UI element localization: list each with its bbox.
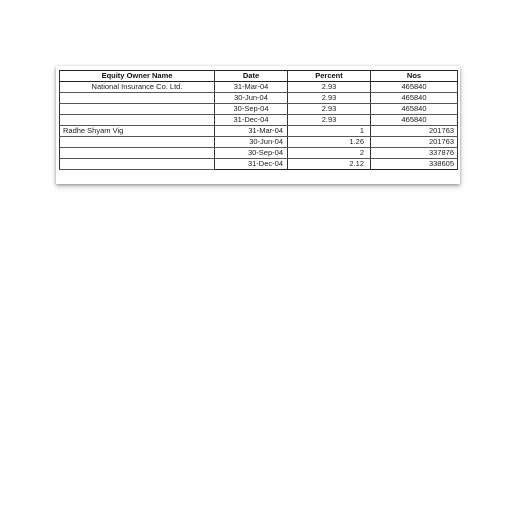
cell-percent: 2.12	[288, 159, 371, 170]
cell-nos: 465840	[371, 104, 458, 115]
cell-owner-name	[60, 115, 215, 126]
header-equity-owner-name: Equity Owner Name	[60, 71, 215, 82]
cell-nos: 201763	[371, 126, 458, 137]
cell-percent: 2	[288, 148, 371, 159]
cell-nos: 201763	[371, 137, 458, 148]
header-nos: Nos	[371, 71, 458, 82]
table-row	[60, 104, 458, 115]
table-header-row	[60, 71, 458, 82]
cell-date: 30-Jun-04	[215, 137, 288, 148]
cell-nos: 337876	[371, 148, 458, 159]
cell-percent: 2.93	[288, 115, 371, 126]
table-row	[60, 148, 458, 159]
cell-owner-name	[60, 148, 215, 159]
table-row	[60, 115, 458, 126]
cell-date: 30-Jun-04	[215, 93, 288, 104]
cell-owner-name: National Insurance Co. Ltd.	[60, 82, 215, 93]
table-row	[60, 93, 458, 104]
cell-nos: 465840	[371, 82, 458, 93]
cell-date: 31-Dec-04	[215, 159, 288, 170]
cell-date: 31-Mar-04	[215, 82, 288, 93]
cell-owner-name	[60, 93, 215, 104]
header-percent: Percent	[288, 71, 371, 82]
cell-owner-name	[60, 137, 215, 148]
cell-nos: 338605	[371, 159, 458, 170]
table-row	[60, 137, 458, 148]
cell-percent: 2.93	[288, 82, 371, 93]
cell-date: 31-Dec-04	[215, 115, 288, 126]
table-row	[60, 82, 458, 93]
cell-owner-name	[60, 104, 215, 115]
cell-nos: 465840	[371, 93, 458, 104]
cell-percent: 1	[288, 126, 371, 137]
cell-percent: 1.26	[288, 137, 371, 148]
cell-percent: 2.93	[288, 93, 371, 104]
cell-date: 31-Mar-04	[215, 126, 288, 137]
table-row	[60, 159, 458, 170]
cell-percent: 2.93	[288, 104, 371, 115]
cell-date: 30-Sep-04	[215, 104, 288, 115]
header-date: Date	[215, 71, 288, 82]
scanned-table-sheet	[56, 66, 460, 184]
cell-owner-name: Radhe Shyam Vig	[60, 126, 215, 137]
cell-owner-name	[60, 159, 215, 170]
equity-owner-table	[59, 70, 458, 170]
cell-nos: 465840	[371, 115, 458, 126]
table-row	[60, 126, 458, 137]
cell-date: 30-Sep-04	[215, 148, 288, 159]
